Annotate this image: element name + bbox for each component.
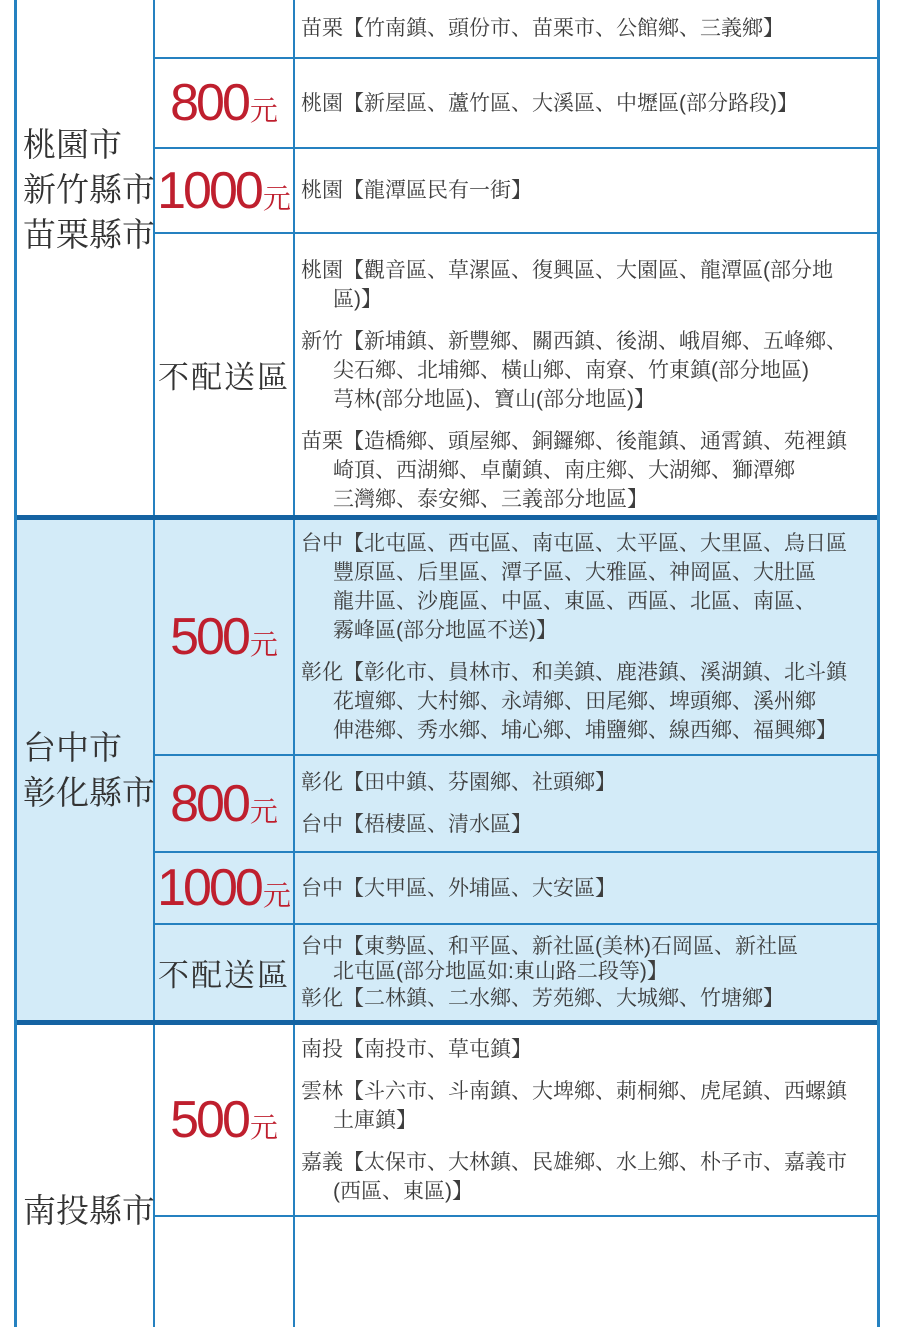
area-group (301, 1148, 871, 1206)
area-line: 台中【北屯區、西屯區、南屯區、太平區、大里區、烏日區 (301, 532, 847, 555)
region-label (17, 725, 153, 815)
area-line: 崎頂、西湖鄉、卓蘭鎮、南庄鄉、大湖鄉、獅潭鄉 (333, 458, 795, 482)
area-line: 桃園【龍潭區民有一街】 (301, 179, 532, 202)
area-group (301, 810, 871, 839)
area-line: 北屯區(部分地區如:東山路二段等)】 (333, 960, 668, 983)
area-line: 台中【東勢區、和平區、新社區(美林)石岡區、新社區 (301, 935, 798, 958)
fee-amount: 1000 (157, 161, 261, 220)
fee-rows (153, 520, 877, 1020)
areas-cell (293, 59, 877, 147)
fee-amount: 1000 (157, 859, 261, 917)
area-line: 區)】 (333, 287, 382, 311)
area-line: 芎林(部分地區)、寶山(部分地區)】 (333, 387, 655, 411)
region-name: 桃園市 (23, 126, 122, 163)
fee-unit: 元 (249, 795, 278, 827)
region-name: 台中市 (23, 729, 122, 766)
region-name: 南投縣市 (23, 1192, 155, 1229)
region-section (17, 520, 877, 1025)
areas-cell (293, 0, 877, 57)
areas-cell (293, 149, 877, 232)
area-line: 南投【南投市、草屯鎮】 (301, 1037, 532, 1061)
area-group (301, 529, 871, 645)
area-line: 花壇鄉、大村鄉、永靖鄉、田尾鄉、埤頭鄉、溪州鄉 (333, 690, 816, 713)
area-group (301, 934, 871, 984)
fee-value (170, 607, 278, 667)
fee-row (153, 756, 877, 853)
fee-rows (153, 1025, 877, 1327)
fee-unit: 元 (262, 182, 291, 214)
fee-unit: 元 (249, 95, 278, 126)
fee-value (170, 73, 278, 133)
area-line: 彰化【彰化市、員林市、和美鎮、鹿港鎮、溪湖鎮、北斗鎮 (301, 661, 847, 684)
fee-amount: 800 (170, 74, 248, 132)
area-group (301, 256, 871, 314)
fee-row (153, 234, 877, 515)
area-group (301, 1035, 871, 1064)
area-group (301, 986, 871, 1011)
region-label (17, 122, 155, 257)
fee-cell (153, 234, 293, 515)
fee-cell (153, 149, 293, 232)
shipping-fee-table (14, 0, 880, 1327)
area-line: 桃園【觀音區、草漯區、復興區、大園區、龍潭區(部分地 (301, 258, 833, 282)
fee-cell (153, 925, 293, 1020)
fee-row (153, 1025, 877, 1217)
fee-value (170, 1090, 278, 1150)
area-line: 霧峰區(部分地區不送)】 (333, 619, 557, 642)
area-line: (西區、東區)】 (333, 1179, 473, 1203)
fee-cell (153, 853, 293, 923)
region-cell (17, 1025, 153, 1327)
area-group (301, 658, 871, 745)
area-line: 伸港鄉、秀水鄉、埔心鄉、埔鹽鄉、線西鄉、福興鄉】 (333, 719, 837, 742)
fee-row (153, 149, 877, 234)
fee-unit: 元 (249, 1112, 278, 1143)
fee-unit: 元 (262, 880, 291, 911)
fee-cell (153, 0, 293, 57)
fee-cell (153, 1217, 293, 1327)
area-group (301, 176, 871, 205)
fee-amount: 800 (170, 774, 248, 833)
fee-value (157, 858, 291, 918)
region-name: 苗栗縣市 (23, 216, 155, 253)
fee-unit: 元 (249, 629, 278, 660)
region-cell (17, 0, 153, 515)
fee-amount: 500 (170, 1091, 248, 1149)
areas-cell (293, 756, 877, 851)
fee-value (157, 161, 291, 221)
area-line: 雲林【斗六市、斗南鎮、大埤鄉、莿桐鄉、虎尾鎮、西螺鎮 (301, 1079, 847, 1103)
areas-cell (293, 1025, 877, 1215)
region-section (17, 0, 877, 520)
area-line: 彰化【二林鎮、二水鄉、芳苑鄉、大城鄉、竹塘鄉】 (301, 987, 784, 1010)
fee-row (153, 59, 877, 149)
fee-cell (153, 59, 293, 147)
fee-row (153, 0, 877, 59)
fee-cell (153, 520, 293, 754)
area-line: 土庫鎮】 (333, 1108, 417, 1132)
fee-row (153, 520, 877, 756)
areas-cell (293, 853, 877, 923)
region-name: 新竹縣市 (23, 171, 155, 208)
areas-cell (293, 520, 877, 754)
no-delivery-label: 不配送區 (158, 958, 290, 993)
areas-cell (293, 234, 877, 515)
area-line: 尖石鄉、北埔鄉、橫山鄉、南寮、竹東鎮(部分地區) (333, 358, 809, 382)
area-line: 嘉義【太保市、大林鎮、民雄鄉、水上鄉、朴子市、嘉義市 (301, 1150, 847, 1174)
region-name: 彰化縣市 (23, 774, 155, 811)
region-cell (17, 520, 153, 1020)
fee-value (170, 774, 278, 834)
area-group (301, 427, 871, 514)
region-label (17, 1188, 155, 1233)
area-line: 台中【大甲區、外埔區、大安區】 (301, 876, 616, 900)
region-section (17, 1025, 877, 1327)
area-line: 桃園【新屋區、蘆竹區、大溪區、中壢區(部分路段)】 (301, 91, 798, 115)
area-group (301, 874, 871, 903)
area-group (301, 768, 871, 797)
area-line: 豐原區、后里區、潭子區、大雅區、神岡區、大肚區 (333, 561, 816, 584)
areas-cell (293, 925, 877, 1020)
no-delivery-label: 不配送區 (158, 360, 290, 395)
fee-row (153, 853, 877, 925)
area-line: 龍井區、沙鹿區、中區、東區、西區、北區、南區、 (333, 590, 816, 613)
area-line: 苗栗【造橋鄉、頭屋鄉、銅鑼鄉、後龍鎮、通霄鎮、苑裡鎮 (301, 429, 847, 453)
fee-rows (153, 0, 877, 515)
fee-cell (153, 756, 293, 851)
fee-amount: 500 (170, 608, 248, 666)
area-group (301, 14, 871, 43)
area-line: 台中【梧棲區、清水區】 (301, 813, 532, 836)
area-line: 新竹【新埔鎮、新豐鄉、關西鎮、後湖、峨眉鄉、五峰鄉、 (301, 329, 847, 353)
area-line: 三灣鄉、泰安鄉、三義部分地區】 (333, 487, 648, 511)
fee-cell (153, 1025, 293, 1215)
fee-row (153, 1217, 877, 1327)
fee-row (153, 925, 877, 1020)
area-line: 苗栗【竹南鎮、頭份市、苗栗市、公館鄉、三義鄉】 (301, 17, 784, 40)
area-group (301, 89, 871, 118)
area-line: 彰化【田中鎮、芬園鄉、社頭鄉】 (301, 771, 616, 794)
area-group (301, 327, 871, 414)
area-group (301, 1077, 871, 1135)
areas-cell (293, 1217, 877, 1327)
